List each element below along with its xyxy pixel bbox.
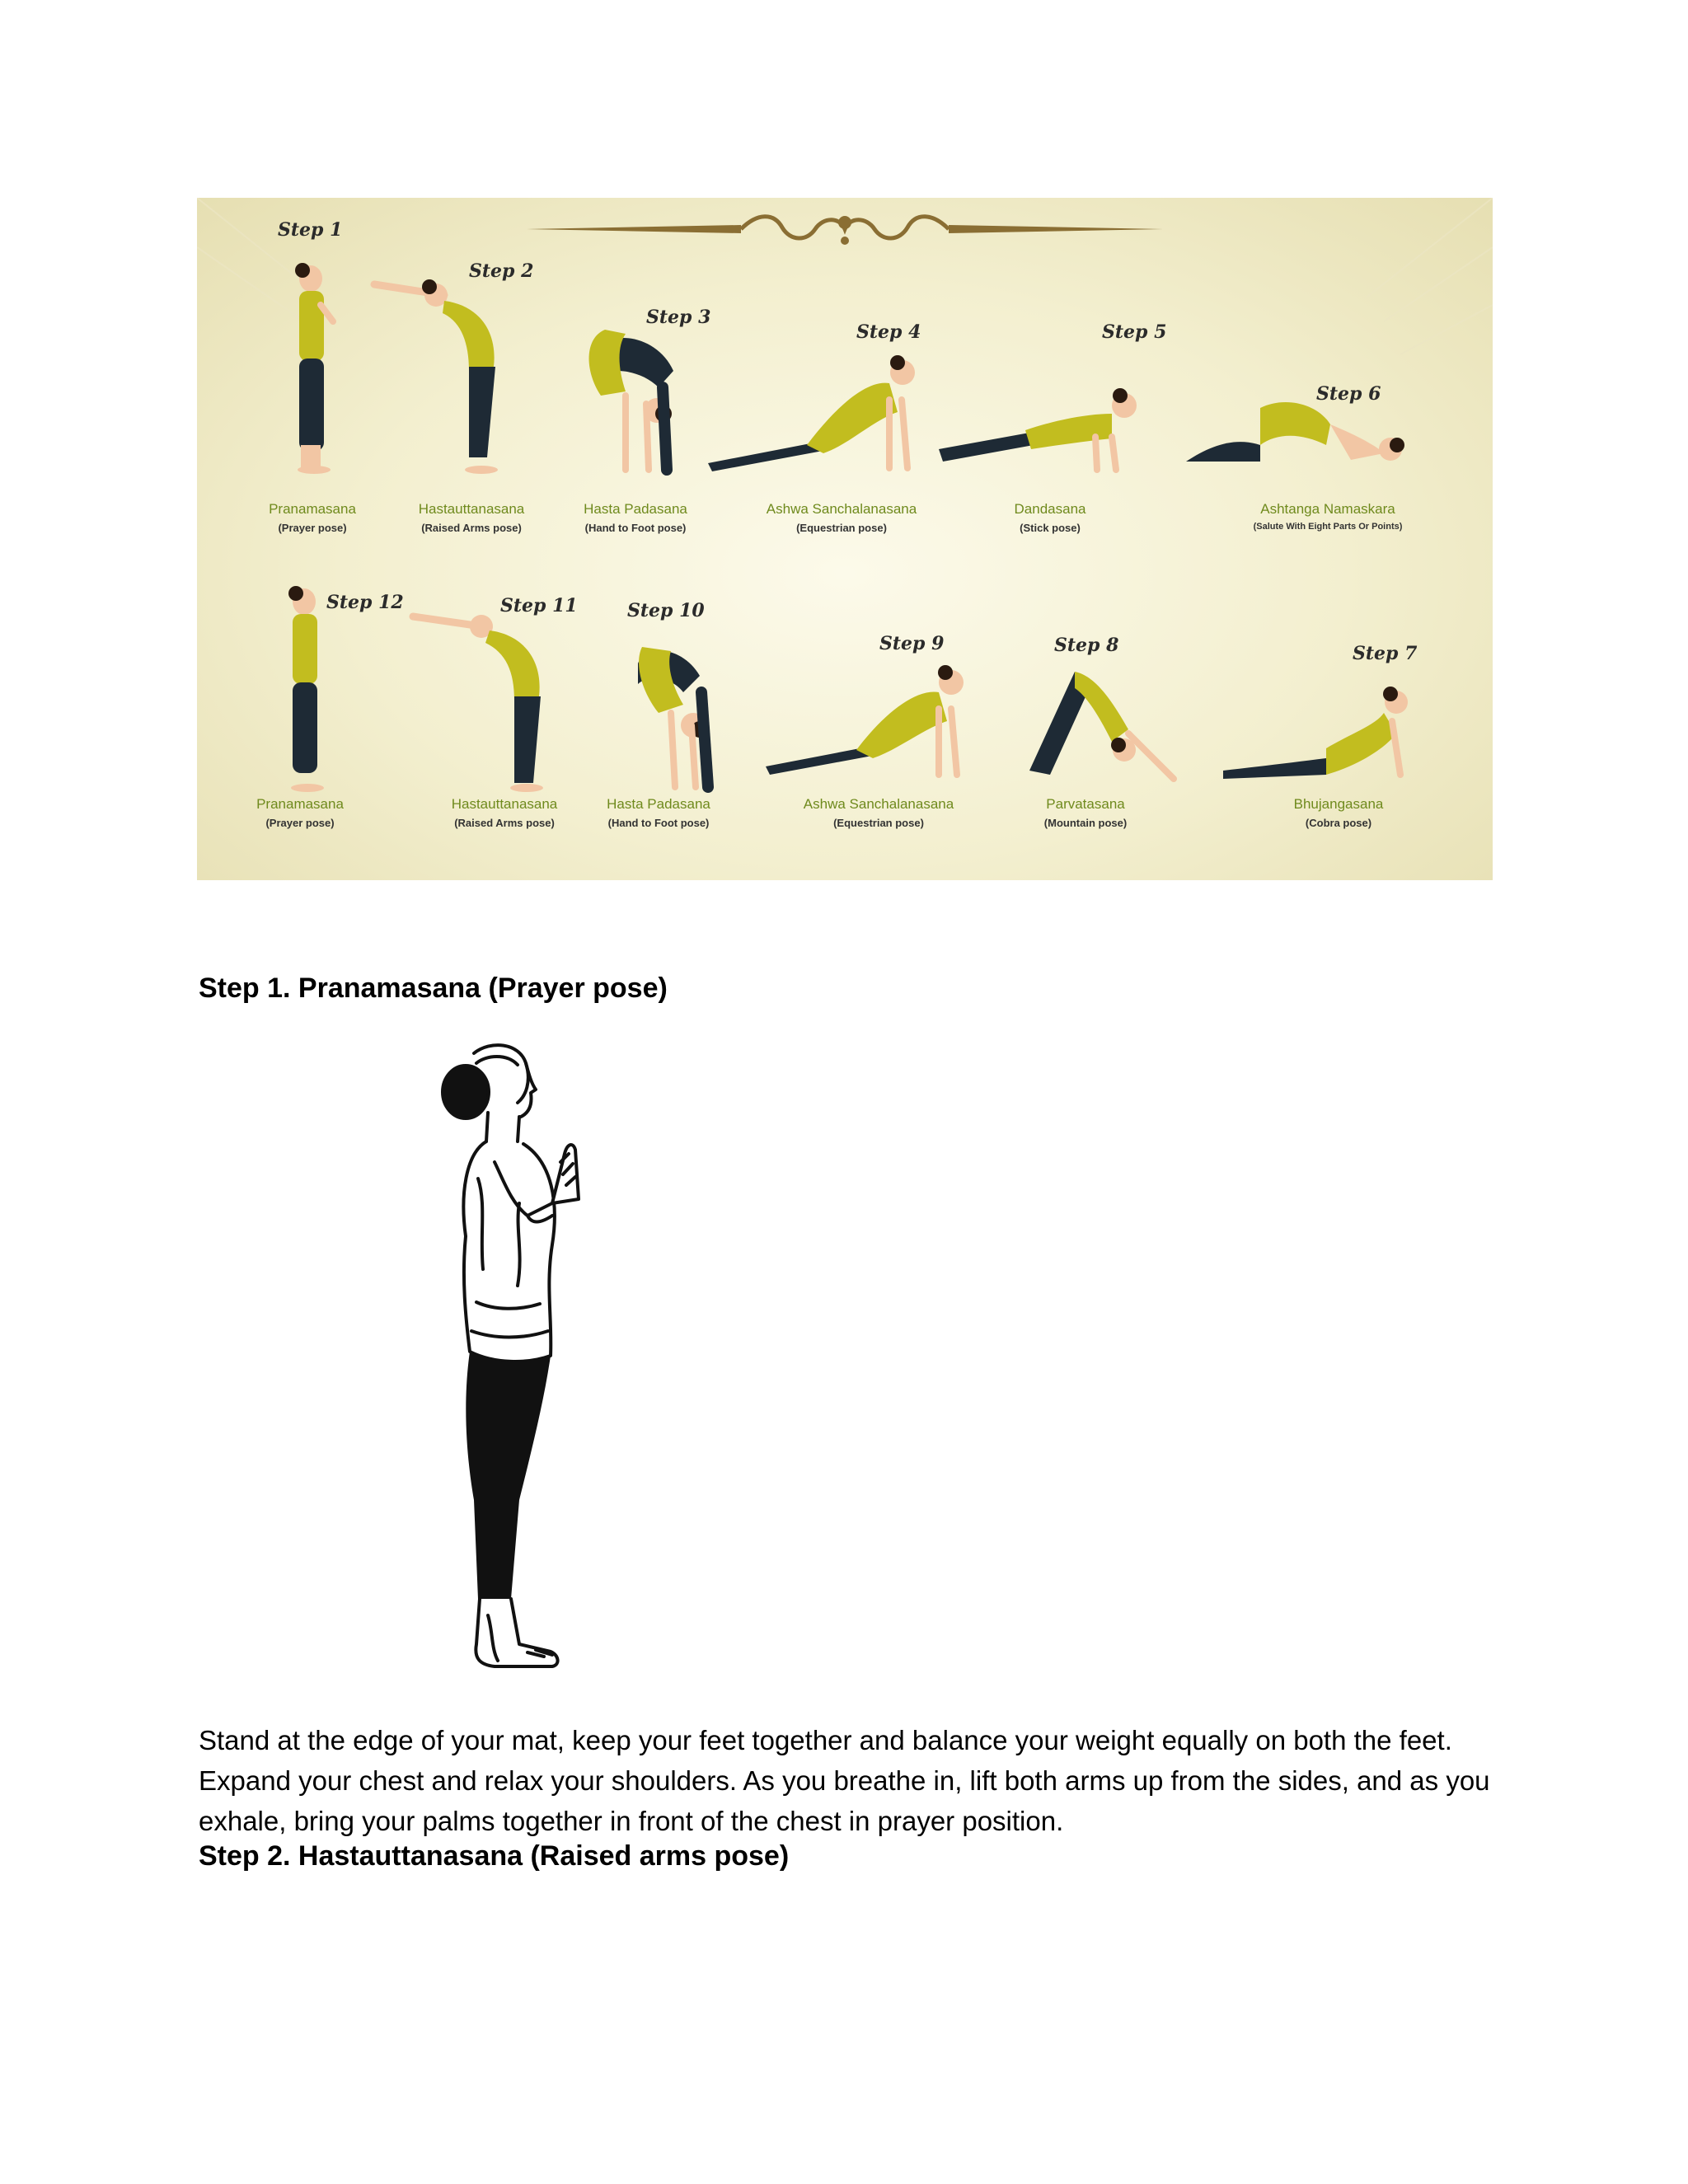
step-label: Step 6: [1316, 383, 1381, 405]
figure-step-5: [939, 388, 1137, 470]
pose-subtitle: (Mountain pose): [1043, 817, 1128, 829]
figure-step-3: [589, 330, 673, 470]
figure-step-7: [1223, 687, 1408, 779]
step-label: Step 8: [1054, 635, 1119, 656]
figure-step-4: [708, 355, 915, 471]
figure-step-8: [1029, 672, 1174, 779]
figure-step-6: [1186, 402, 1404, 462]
step-label: Step 11: [500, 595, 578, 616]
pose-subtitle: (Stick pose): [1020, 522, 1081, 534]
step-label: Step 5: [1102, 321, 1167, 343]
step-label: Step 2: [469, 260, 534, 282]
pose-subtitle: (Equestrian pose): [796, 522, 887, 534]
pose-subtitle: (Prayer pose): [278, 522, 347, 534]
step-label: Step 4: [856, 321, 921, 343]
figure-step-12: [288, 586, 324, 792]
ornament-divider: [527, 204, 1163, 254]
pose-subtitle: (Cobra pose): [1305, 817, 1372, 829]
step-label: Step 1: [278, 219, 343, 241]
pose-subtitle: (Salute With Eight Parts Or Points): [1253, 522, 1403, 532]
figure-step-2: [374, 279, 498, 474]
step-label: Step 9: [879, 633, 945, 654]
sun-salutation-infographic: [197, 198, 1493, 880]
pose-subtitle: (Equestrian pose): [833, 817, 924, 829]
pose-name: Pranamasana: [269, 501, 356, 517]
pose-name: Hasta Padasana: [607, 796, 710, 812]
pose-name: Parvatasana: [1046, 796, 1125, 812]
figure-step-1: [295, 263, 333, 474]
infographic-figures: [197, 198, 1493, 880]
pose-subtitle: (Hand to Foot pose): [607, 817, 710, 829]
prayer-pose-illustration: [429, 1038, 610, 1677]
pose-name: Pranamasana: [256, 796, 344, 812]
pose-name: Ashtanga Namaskara: [1260, 501, 1395, 517]
figure-step-11: [413, 615, 543, 792]
step-1-description: Stand at the edge of your mat, keep your feet together and balance your weight equally on both the feet. Expand your chest and relax your shoulders. As you breathe in, lift both arms up from the sides, and as you exhale, bring your palms together in front of the chest in prayer position.: [199, 1725, 1490, 1836]
pose-name: Dandasana: [1014, 501, 1086, 517]
pose-name: Hastauttanasana: [418, 501, 525, 517]
figure-step-9: [766, 665, 964, 775]
pose-subtitle: (Prayer pose): [265, 817, 335, 829]
pose-name: Hasta Padasana: [584, 501, 687, 517]
pose-name: Ashwa Sanchalanasana: [766, 501, 917, 517]
step-label: Step 12: [326, 592, 404, 613]
step-label: Step 10: [627, 600, 705, 621]
step-2-heading: Step 2. Hastauttanasana (Raised arms pose): [199, 1840, 790, 1872]
pose-name: Ashwa Sanchalanasana: [803, 796, 954, 812]
pose-subtitle: (Raised Arms pose): [421, 522, 522, 534]
pose-name: Hastauttanasana: [451, 796, 558, 812]
step-label: Step 7: [1353, 643, 1418, 664]
pose-name: Bhujangasana: [1293, 796, 1384, 812]
figure-step-10: [638, 647, 708, 787]
pose-subtitle: (Raised Arms pose): [454, 817, 555, 829]
step-1-heading: Step 1. Pranamasana (Prayer pose): [199, 972, 668, 1004]
pose-subtitle: (Hand to Foot pose): [584, 522, 687, 534]
step-label: Step 3: [646, 307, 711, 328]
